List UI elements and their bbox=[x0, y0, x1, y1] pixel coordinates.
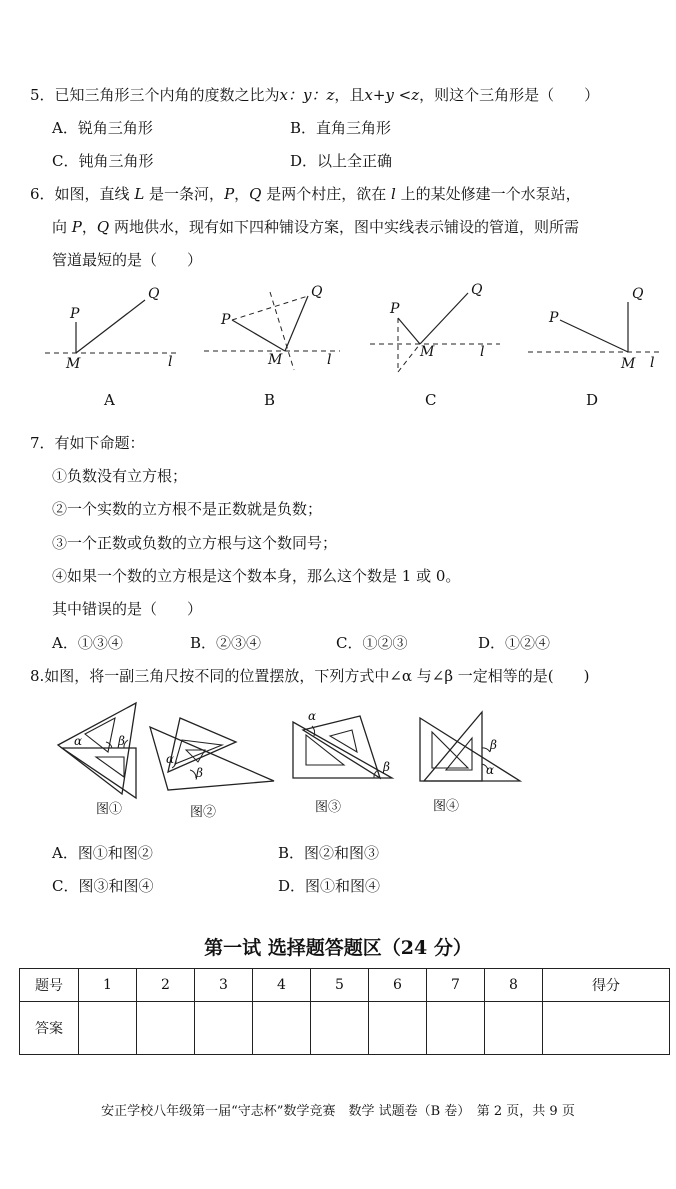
answer-cell[interactable] bbox=[79, 1002, 137, 1055]
score-label-cell: 得分 bbox=[543, 969, 670, 1002]
q6-a-label-q: Q bbox=[148, 286, 160, 302]
q6-a-label-m: M bbox=[66, 356, 81, 372]
q5-option-d: D．以上全正确 bbox=[290, 152, 393, 170]
q6-a-label-p: P bbox=[70, 306, 80, 322]
q6-stem-line2: 向 P，Q 两地供水，现有如下四种铺设方案，图中实线表示铺设的管道，则所需 bbox=[52, 218, 579, 236]
q8-fig4-alpha: α bbox=[486, 763, 495, 777]
answer-cell[interactable] bbox=[137, 1002, 195, 1055]
question-number-cell: 1 bbox=[79, 969, 137, 1002]
answer-cell[interactable] bbox=[195, 1002, 253, 1055]
q6-stem-line1: 6．如图，直线 L 是一条河，P，Q 是两个村庄，欲在 l 上的某处修建一个水泵站， bbox=[30, 185, 581, 203]
q6-stem-line3: 管道最短的是（ ） bbox=[52, 251, 203, 269]
q8-fig1-beta: β bbox=[118, 734, 125, 748]
q8-option-d: D．图①和图④ bbox=[278, 877, 381, 895]
answer-cell[interactable] bbox=[485, 1002, 543, 1055]
q6-b-label-q: Q bbox=[311, 284, 323, 300]
q5-option-b: B．直角三角形 bbox=[290, 119, 392, 137]
q6-d-label-m: M bbox=[621, 356, 636, 372]
q6-d-label-q: Q bbox=[632, 286, 644, 302]
q7-ask: 其中错误的是（ ） bbox=[52, 600, 203, 618]
q6-d-label-p: P bbox=[549, 310, 559, 326]
q5-stem: 5．已知三角形三个内角的度数之比为x：y：z，且x+y <z，则这个三角形是（ ） bbox=[30, 86, 600, 104]
q7-option-c: C．①②③ bbox=[336, 634, 408, 652]
q8-stem: 8.如图，将一副三角尺按不同的位置摆放，下列方式中∠α 与∠β 一定相等的是( ) bbox=[30, 667, 590, 685]
q7-option-a: A．①③④ bbox=[52, 634, 123, 652]
q6-caption-d: D bbox=[586, 391, 599, 409]
question-number-cell: 3 bbox=[195, 969, 253, 1002]
q8-fig3-alpha: α bbox=[308, 709, 317, 723]
q5-option-a: A．锐角三角形 bbox=[52, 119, 153, 137]
answer-table bbox=[19, 968, 670, 1055]
header-label-cell: 题号 bbox=[20, 969, 79, 1002]
q8-fig2-beta: β bbox=[196, 766, 203, 780]
q8-fig4-label: 图④ bbox=[433, 799, 460, 814]
answer-label-cell: 答案 bbox=[20, 1002, 79, 1055]
q8-option-b: B．图②和图③ bbox=[278, 844, 380, 862]
q6-c-label-q: Q bbox=[471, 282, 483, 298]
answer-cell[interactable] bbox=[427, 1002, 485, 1055]
q6-caption-c: C bbox=[425, 391, 437, 409]
question-number-cell: 2 bbox=[137, 969, 195, 1002]
question-number-cell: 6 bbox=[369, 969, 427, 1002]
q6-b-label-m: M bbox=[268, 352, 283, 368]
answer-cell[interactable] bbox=[253, 1002, 311, 1055]
question-number-cell: 4 bbox=[253, 969, 311, 1002]
question-number-cell: 8 bbox=[485, 969, 543, 1002]
q6-b-label-p: P bbox=[221, 312, 231, 328]
q7-option-b: B．②③④ bbox=[190, 634, 262, 652]
q7-item-4: ④如果一个数的立方根是这个数本身，那么这个数是 1 或 0。 bbox=[52, 567, 461, 585]
q6-c-label-l: l bbox=[480, 344, 485, 360]
q7-stem: 7．有如下命题： bbox=[30, 434, 145, 452]
answer-cell[interactable] bbox=[311, 1002, 369, 1055]
answer-table-answer-row bbox=[20, 1002, 670, 1055]
q8-option-c: C．图③和图④ bbox=[52, 877, 154, 895]
q8-fig4-beta: β bbox=[490, 738, 497, 752]
question-number-cell: 7 bbox=[427, 969, 485, 1002]
q7-item-1: ①负数没有立方根； bbox=[52, 467, 188, 485]
q5-option-c: C．钝角三角形 bbox=[52, 152, 154, 170]
q8-fig1-alpha: α bbox=[74, 734, 83, 748]
q6-c-label-p: P bbox=[390, 301, 400, 317]
question-number-cell: 5 bbox=[311, 969, 369, 1002]
q8-fig2-label: 图② bbox=[190, 805, 217, 820]
q7-item-3: ③一个正数或负数的立方根与这个数同号； bbox=[52, 534, 338, 552]
q6-caption-a: A bbox=[104, 391, 115, 409]
answer-cell[interactable] bbox=[369, 1002, 427, 1055]
q7-item-2: ②一个实数的立方根不是正数就是负数； bbox=[52, 500, 323, 518]
q6-b-label-l: l bbox=[327, 352, 332, 368]
q8-option-a: A．图①和图② bbox=[52, 844, 153, 862]
q8-fig2-alpha: α bbox=[166, 752, 175, 766]
q7-option-d: D．①②④ bbox=[478, 634, 551, 652]
q6-caption-b: B bbox=[264, 391, 276, 409]
q6-c-label-m: M bbox=[420, 344, 435, 360]
answer-section-title: 第一试 选择题答题区（24 分） bbox=[204, 937, 472, 959]
score-cell[interactable] bbox=[543, 1002, 670, 1055]
q8-fig3-beta: β bbox=[383, 760, 390, 774]
page-footer: 安正学校八年级第一届“守志杯”数学竞赛 数学 试题卷（B 卷） 第 2 页，共 9 页 bbox=[101, 1104, 575, 1119]
answer-table-header-row bbox=[20, 969, 670, 1002]
q6-d-label-l: l bbox=[650, 355, 655, 371]
q8-fig3-label: 图③ bbox=[315, 800, 342, 815]
q8-fig1-label: 图① bbox=[96, 802, 123, 817]
q6-a-label-l: l bbox=[168, 354, 173, 370]
